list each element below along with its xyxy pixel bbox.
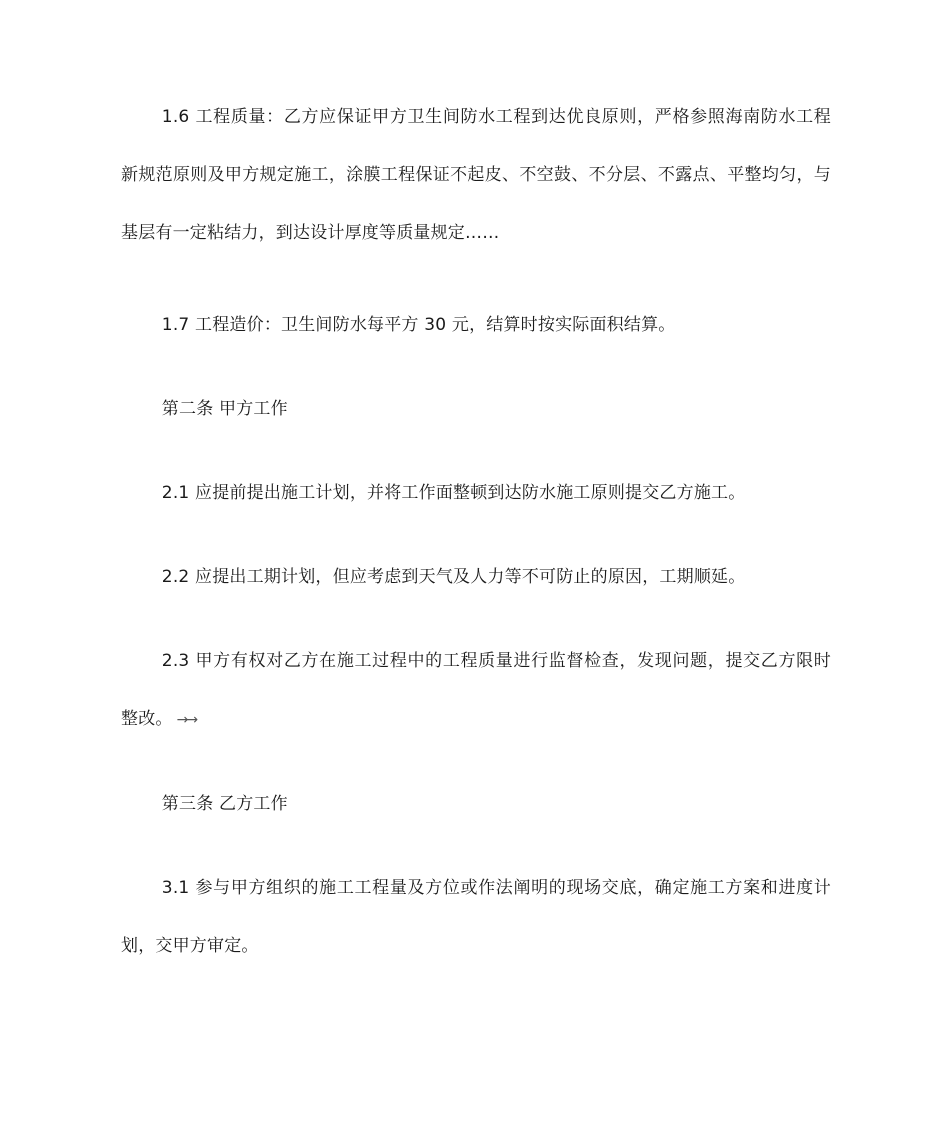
paragraph-3-1: 3.1 参与甲方组织的施工工程量及方位或作法阐明的现场交底，确定施工方案和进度计划，交甲方审定。	[121, 878, 831, 956]
paragraph-2-3	[121, 632, 831, 749]
paragraph-2-1: 2.1 应提前提出施工计划，并将工作面整顿到达防水施工原则提交乙方施工。	[161, 483, 746, 503]
paragraph-1-7: 1.7 工程造价：卫生间防水每平方 30 元，结算时按实际面积结算。	[161, 315, 676, 335]
document-body	[121, 88, 831, 975]
section-heading-3: 第三条 乙方工作	[161, 794, 288, 814]
section-heading-2: 第二条 甲方工作	[161, 399, 288, 419]
arrow-mark-icon: →→	[176, 712, 197, 728]
paragraph-2-3-text: 2.3 甲方有权对乙方在施工过程中的工程质量进行监督检查，发现问题，提交乙方限时整改。	[121, 651, 831, 729]
paragraph-1-6: 1.6 工程质量：乙方应保证甲方卫生间防水工程到达优良原则，严格参照海南防水工程新规范原则及甲方规定施工，涂膜工程保证不起皮、不空鼓、不分层、不露点、平整均匀，与基层有一定粘结力，到达设计厚度等质量规定……	[121, 107, 831, 243]
paragraph-2-2: 2.2 应提出工期计划，但应考虑到天气及人力等不可防止的原因，工期顺延。	[161, 567, 746, 587]
